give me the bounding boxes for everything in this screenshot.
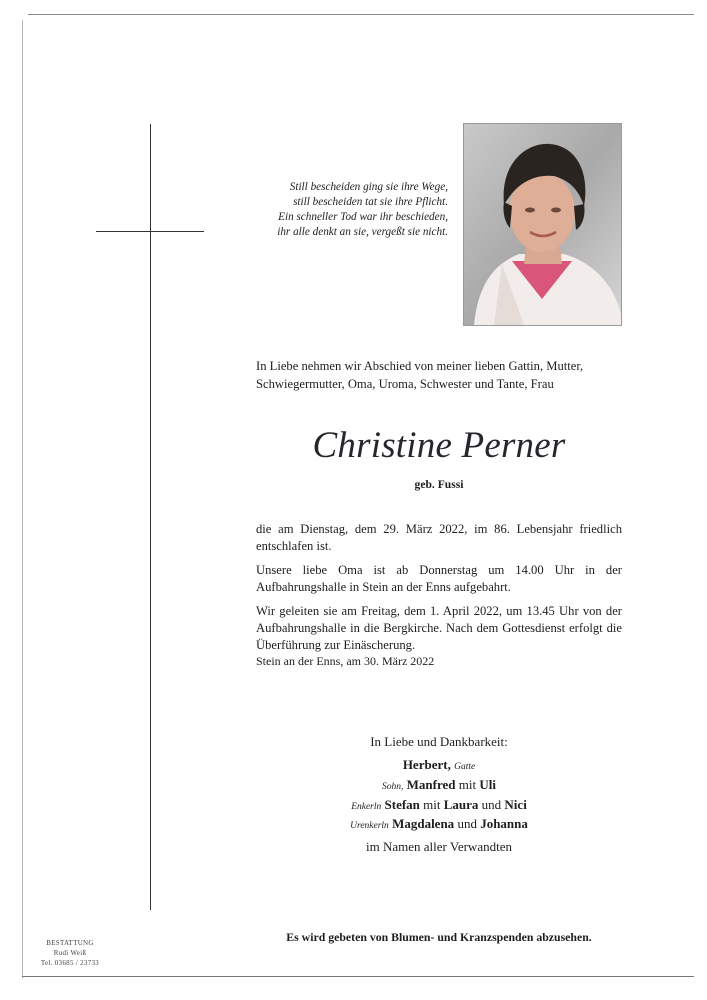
grandchild-name: Laura bbox=[443, 797, 479, 812]
son-partner: Uli bbox=[479, 777, 496, 792]
deceased-name: Christine Perner bbox=[312, 425, 566, 466]
poem-line: ihr alle denkt an sie, vergeßt sie nicht. bbox=[277, 226, 448, 238]
top-border-line bbox=[28, 14, 694, 15]
son-role: Sohn, bbox=[382, 782, 404, 792]
family-great-grandchildren bbox=[256, 816, 622, 832]
death-announcement: die am Dienstag, dem 29. März 2022, im 86. Lebensjahr friedlich entschlafen ist. bbox=[256, 522, 622, 553]
son-joiner: mit bbox=[458, 777, 477, 792]
undertaker-title: BESTATTUNG bbox=[46, 939, 94, 947]
portrait-photo-image bbox=[464, 124, 621, 325]
funeral-info: Wir geleiten sie am Freitag, dem 1. April 2022, um 13.45 Uhr von der Aufbahrungshalle in die Bergkirche. Nach dem Gottesdienst erfolgt die Überführung zur Einäscherung. bbox=[256, 604, 622, 652]
grandchildren-role: Enkerln bbox=[351, 802, 382, 812]
undertaker-name: Rudi Weiß bbox=[53, 949, 87, 957]
husband-name: Herbert, bbox=[402, 757, 451, 772]
great-grandchildren-role: Urenkerln bbox=[350, 821, 389, 831]
family-son bbox=[256, 777, 622, 793]
family-heading: In Liebe und Dankbarkeit: bbox=[370, 734, 508, 749]
place-date: Stein an der Enns, am 30. März 2022 bbox=[256, 654, 435, 668]
grandchildren-joiner: und bbox=[481, 797, 502, 812]
viewing-info: Unsere liebe Oma ist ab Donnerstag um 14.00 Uhr in der Aufbahrungshalle in Stein an der Enns aufgebahrt. bbox=[256, 563, 622, 594]
donation-notice: Es wird gebeten von Blumen- und Kranzspenden abzusehen. bbox=[286, 930, 592, 944]
poem-line: Ein schneller Tod war ihr beschieden, bbox=[278, 211, 448, 223]
great-grandchildren-joiner: und bbox=[457, 816, 477, 831]
undertaker-phone: Tel. 03685 / 23733 bbox=[40, 959, 100, 967]
grandchildren-joiner: mit bbox=[423, 797, 441, 812]
family-grandchildren bbox=[256, 797, 622, 813]
husband-role: Gatte bbox=[454, 762, 476, 772]
maiden-name: geb. Fussi bbox=[414, 478, 464, 491]
undertaker-imprint bbox=[30, 938, 110, 968]
memorial-poem bbox=[262, 180, 448, 240]
grandchild-name: Stefan bbox=[384, 797, 420, 812]
poem-line: Still bescheiden ging sie ihre Wege, bbox=[289, 181, 448, 193]
poem-line: still bescheiden tat sie ihre Pflicht. bbox=[293, 196, 448, 208]
cross-vertical-bar bbox=[150, 124, 151, 910]
bottom-border-line bbox=[22, 976, 694, 977]
great-grandchild-name: Johanna bbox=[480, 816, 528, 831]
family-closing: im Namen aller Verwandten bbox=[366, 839, 512, 854]
family-husband bbox=[256, 757, 622, 773]
left-border-line bbox=[22, 20, 23, 978]
great-grandchild-name: Magdalena bbox=[392, 816, 455, 831]
son-name: Manfred bbox=[406, 777, 456, 792]
portrait-photo bbox=[463, 123, 622, 326]
grandchild-name: Nici bbox=[504, 797, 527, 812]
intro-text bbox=[256, 357, 640, 393]
intro-line: Schwiegermutter, Oma, Uroma, Schwester und Tante, Frau bbox=[256, 377, 554, 391]
intro-line: In Liebe nehmen wir Abschied von meiner lieben Gattin, Mutter, bbox=[256, 359, 584, 373]
cross-horizontal-bar bbox=[96, 231, 204, 232]
